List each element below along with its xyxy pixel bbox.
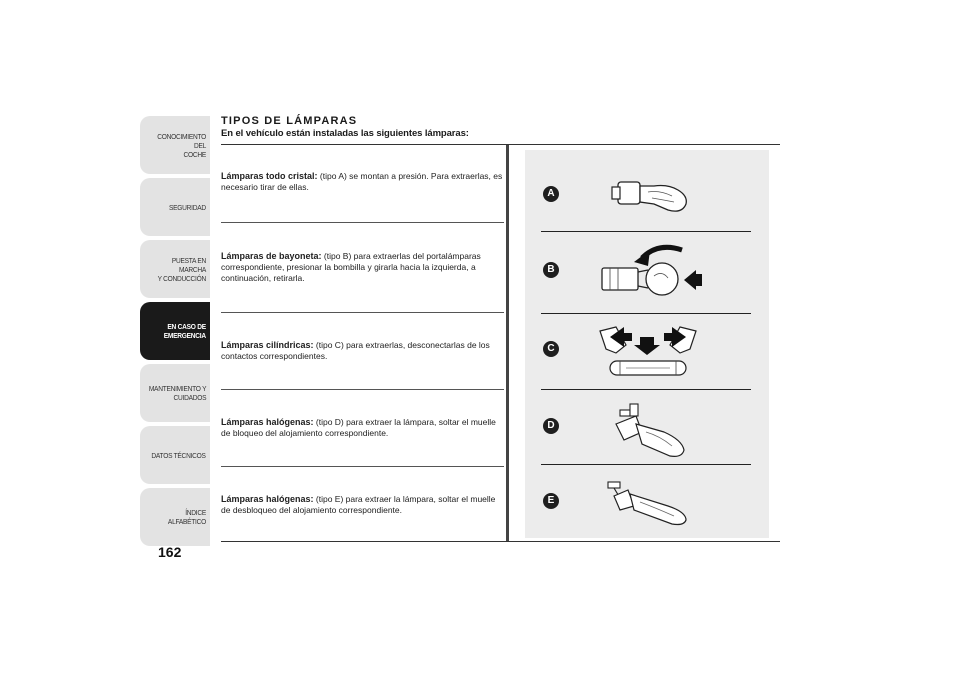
figure-divider <box>541 389 751 390</box>
tab-en-caso-de-emergencia[interactable]: EN CASO DE EMERGENCIA <box>140 302 210 360</box>
bayonet-bulb-icon <box>596 240 704 302</box>
section-title: TIPOS DE LÁMPARAS <box>221 115 358 127</box>
festoon-bulb-icon <box>596 323 702 379</box>
tab-indice-alfabetico[interactable]: ÍNDICE ALFABÉTICO <box>140 488 210 546</box>
lamp-type-lead: Lámparas de bayoneta: <box>221 251 322 261</box>
lamp-type-lead: Lámparas halógenas: <box>221 417 314 427</box>
lamp-type-lead: Lámparas cilíndricas: <box>221 340 314 350</box>
lamp-type-e-description <box>221 494 503 516</box>
top-divider <box>221 144 780 145</box>
figure-divider <box>541 313 751 314</box>
glass-wedge-bulb-icon <box>608 174 694 220</box>
page-number: 162 <box>158 544 182 560</box>
tab-seguridad[interactable]: SEGURIDAD <box>140 178 210 236</box>
lamp-type-lead: Lámparas todo cristal: <box>221 171 318 181</box>
figure-divider <box>541 231 751 232</box>
lamp-type-text: (tipo C) para extraerlas, desconectarlas de los contactos correspondientes. <box>221 340 490 361</box>
tab-puesta-en-marcha[interactable]: PUESTA EN MARCHA Y CONDUCCIÓN <box>140 240 210 298</box>
lamp-type-a-description <box>221 171 503 193</box>
section-intro: En el vehículo están instaladas las siguientes lámparas: <box>221 128 469 139</box>
item-divider <box>221 466 504 467</box>
lamp-type-text: (tipo E) para extraer la lámpara, soltar el muelle de desbloqueo del alojamiento correspondiente. <box>221 494 496 515</box>
tab-mantenimiento[interactable]: MANTENIMIENTO Y CUIDADOS <box>140 364 210 422</box>
lamp-type-b-description <box>221 251 503 284</box>
lamp-type-lead: Lámparas halógenas: <box>221 494 314 504</box>
column-divider <box>506 145 509 542</box>
tab-conocimiento-del-coche[interactable]: CONOCIMIENTO DEL COCHE <box>140 116 210 174</box>
tab-datos-tecnicos[interactable]: DATOS TÉCNICOS <box>140 426 210 484</box>
item-divider <box>221 222 504 223</box>
figure-divider <box>541 464 751 465</box>
figure-label-c: C <box>543 341 559 357</box>
h1-halogen-bulb-icon <box>604 478 692 528</box>
lamp-type-text: (tipo B) para extraerlas del portalámparas correspondiente, presionar la bombilla y girarla hacia la izquierda, a continuación, retirarla. <box>221 251 481 283</box>
figure-label-e: E <box>543 493 559 509</box>
figure-label-a: A <box>543 186 559 202</box>
h7-halogen-bulb-icon <box>612 402 690 460</box>
lamp-type-c-description <box>221 340 503 362</box>
lamp-type-d-description <box>221 417 503 439</box>
item-divider <box>221 389 504 390</box>
figure-label-d: D <box>543 418 559 434</box>
lamp-type-text: (tipo D) para extraer la lámpara, soltar el muelle de bloqueo del alojamiento correspondiente. <box>221 417 496 438</box>
figure-label-b: B <box>543 262 559 278</box>
bottom-divider <box>221 541 780 542</box>
lamp-type-text: (tipo A) se montan a presión. Para extraerlas, es necesario tirar de ellas. <box>221 171 503 192</box>
item-divider <box>221 312 504 313</box>
